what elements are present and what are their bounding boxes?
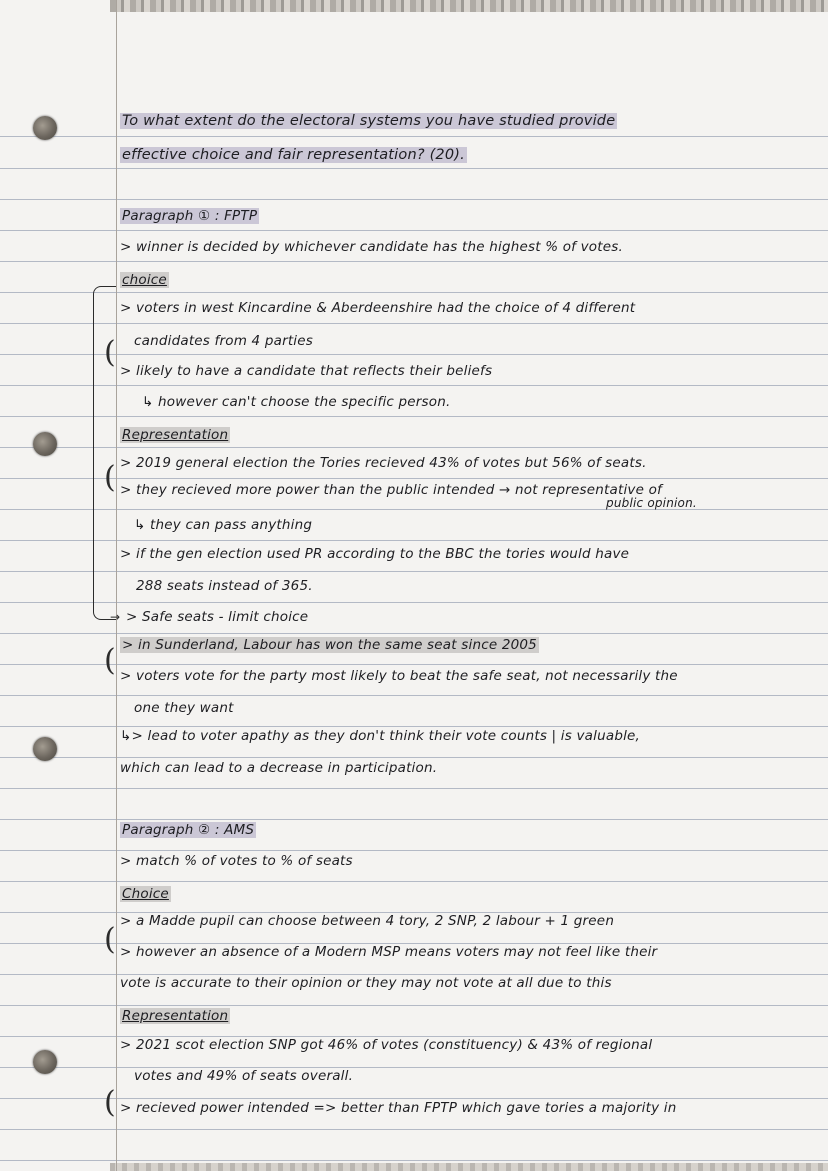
- note-line: > a Madde pupil can choose between 4 tory, 2 SNP, 2 labour + 1 green: [120, 913, 615, 929]
- note-line: > recieved power intended => better than FPTP which gave tories a majority in: [120, 1100, 677, 1116]
- note-line: > winner is decided by whichever candidate has the highest % of votes.: [120, 239, 623, 255]
- curl-bracket-icon: (: [104, 460, 116, 495]
- question-line: To what extent do the electoral systems you have studied provide: [122, 113, 616, 129]
- note-line: > 2019 general election the Tories recieved 43% of votes but 56% of seats.: [120, 455, 647, 471]
- ruled-line: [0, 199, 828, 200]
- ruled-line: [0, 850, 828, 851]
- ruled-line: [0, 664, 828, 665]
- note-line: > voters vote for the party most likely to beat the safe seat, not necessarily the: [120, 668, 678, 684]
- subheading: choice: [122, 272, 167, 288]
- ruled-line: [0, 416, 828, 417]
- ruled-line: [0, 385, 828, 386]
- paragraph-heading: Paragraph ① : FPTP: [122, 208, 258, 224]
- note-line: > 2021 scot election SNP got 46% of votes (constituency) & 43% of regional: [120, 1037, 653, 1053]
- subheading: Representation: [122, 427, 229, 443]
- bracket-arrow-icon: →: [110, 610, 121, 624]
- punch-hole: [33, 432, 57, 456]
- ruled-line: [0, 1098, 828, 1099]
- curl-bracket-icon: (: [104, 922, 116, 957]
- ruled-line: [0, 602, 828, 603]
- punch-hole: [33, 1050, 57, 1074]
- curl-bracket-icon: (: [104, 1085, 116, 1120]
- ruled-line: [0, 261, 828, 262]
- page-top-edge: [110, 0, 828, 12]
- page-bottom-edge: [110, 1163, 828, 1171]
- ruled-line: [0, 1005, 828, 1006]
- curl-bracket-icon: (: [104, 643, 116, 678]
- ruled-line: [0, 292, 828, 293]
- ruled-line: [0, 633, 828, 634]
- ruled-line: [0, 354, 828, 355]
- note-line: > however an absence of a Modern MSP means voters may not feel like their: [120, 944, 658, 960]
- ruled-line: [0, 136, 828, 137]
- ruled-line: [0, 323, 828, 324]
- ruled-line: [0, 447, 828, 448]
- punch-hole: [33, 737, 57, 761]
- ruled-line: [0, 509, 828, 510]
- ruled-line: [0, 230, 828, 231]
- note-line: votes and 49% of seats overall.: [134, 1068, 354, 1084]
- note-line: public opinion.: [606, 496, 697, 510]
- subheading: Representation: [122, 1008, 229, 1024]
- ruled-line: [0, 1129, 828, 1130]
- note-line: ↳ they can pass anything: [134, 517, 313, 533]
- note-line: > they recieved more power than the public intended → not representative of: [120, 482, 663, 498]
- paragraph-heading: Paragraph ② : AMS: [122, 822, 255, 838]
- ruled-line: [0, 819, 828, 820]
- curl-bracket-icon: (: [104, 335, 116, 370]
- note-line: 288 seats instead of 365.: [136, 578, 313, 594]
- ruled-line: [0, 1067, 828, 1068]
- subheading: > Safe seats - limit choice: [126, 609, 309, 625]
- note-line: one they want: [134, 700, 234, 716]
- question-line: effective choice and fair representation? (20).: [122, 147, 465, 163]
- ruled-line: [0, 695, 828, 696]
- ruled-line: [0, 571, 828, 572]
- note-line: candidates from 4 parties: [134, 333, 313, 349]
- ruled-line: [0, 478, 828, 479]
- note-line: > match % of votes to % of seats: [120, 853, 353, 869]
- note-line: > voters in west Kincardine & Aberdeenshire had the choice of 4 different: [120, 300, 636, 316]
- ruled-line: [0, 540, 828, 541]
- ruled-line: [0, 1160, 828, 1161]
- note-line: ↳> lead to voter apathy as they don't think their vote counts | is valuable,: [120, 728, 641, 744]
- note-line: ↳ however can't choose the specific person.: [142, 394, 451, 410]
- ruled-line: [0, 168, 828, 169]
- note-line: > if the gen election used PR according to the BBC the tories would have: [120, 546, 630, 562]
- note-line: vote is accurate to their opinion or they may not vote at all due to this: [120, 975, 612, 991]
- punch-hole: [33, 116, 57, 140]
- note-line: > in Sunderland, Labour has won the same seat since 2005: [122, 637, 537, 653]
- ruled-line: [0, 881, 828, 882]
- ruled-line: [0, 788, 828, 789]
- note-line: > likely to have a candidate that reflects their beliefs: [120, 363, 493, 379]
- margin-line: [116, 0, 117, 1171]
- ruled-line: [0, 726, 828, 727]
- subheading: Choice: [122, 886, 169, 902]
- ruled-line: [0, 757, 828, 758]
- note-line: which can lead to a decrease in participation.: [120, 760, 438, 776]
